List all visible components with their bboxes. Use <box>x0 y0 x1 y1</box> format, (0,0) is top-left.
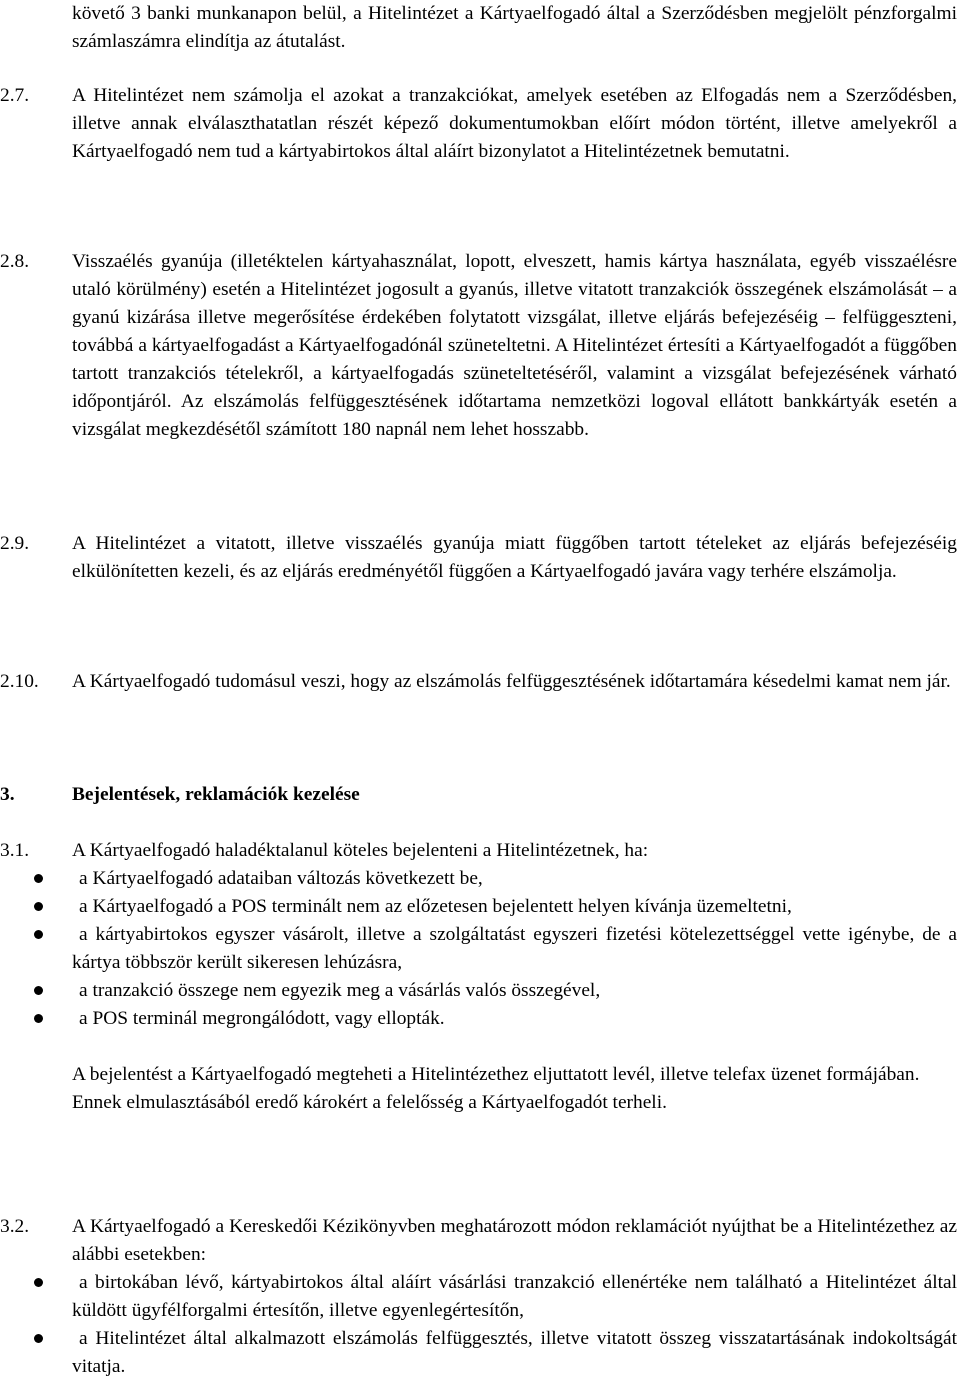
section-2-7 <box>0 82 960 166</box>
section-3-heading <box>0 781 960 809</box>
bullet-list <box>72 865 957 1033</box>
list-item: a tranzakció összege nem egyezik meg a vásárlás valós összegével, <box>72 977 957 1005</box>
section-number: 3.2. <box>0 1216 30 1237</box>
section-2-9 <box>0 530 960 586</box>
section-3-2 <box>0 1213 960 1381</box>
list-item: a Kártyaelfogadó adataiban változás következett be, <box>72 865 957 893</box>
liability-text: Ennek elmulasztásából eredő károkért a felelősség a Kártyaelfogadót terheli. <box>72 1092 667 1113</box>
list-item: a Hitelintézet által alkalmazott elszámolás felfüggesztés, illetve vitatott összeg visszatartásának indokoltságát vitatja. <box>72 1325 957 1381</box>
bullet-list <box>72 1269 957 1381</box>
list-item: a Kártyaelfogadó a POS terminált nem az előzetesen bejelentett helyen kívánja üzemeltetni, <box>72 893 957 921</box>
notice-text: A bejelentést a Kártyaelfogadó megteheti a Hitelintézethez eljuttatott levél, illetve telefax üzenet formájában. <box>72 1064 920 1085</box>
section-text: A Hitelintézet nem számolja el azokat a tranzakciókat, amelyek esetében az Elfogadás nem a Szerződésben, illetve annak elválaszthatatlan részét képező dokumentumokban előírt módon történt, illetve amelyekről a Kártyaelfogadó nem tud a kártyabirtokos által aláírt bizonylatot a Hitelintézetnek bemutatni. <box>72 85 957 162</box>
bullet-icon <box>34 986 43 995</box>
section-number: 3.1. <box>0 840 30 861</box>
section-text: A Kártyaelfogadó tudomásul veszi, hogy az elszámolás felfüggesztésének időtartamára késedelmi kamat nem jár. <box>72 671 951 692</box>
intro-paragraph <box>0 0 960 56</box>
intro-text: követő 3 banki munkanapon belül, a Hitelintézet a Kártyaelfogadó által a Szerződésben megjelölt pénzforgalmi számlaszámra elindítja az átutalást. <box>72 3 957 52</box>
section-2-10 <box>0 668 960 696</box>
list-item: a POS terminál megrongálódott, vagy ellopták. <box>72 1005 957 1033</box>
bullet-icon <box>34 874 43 883</box>
list-item: a birtokában lévő, kártyabirtokos által aláírt vásárlási tranzakció ellenértéke nem található a Hitelintézet által küldött ügyfélforgalmi értesítőn, illetve egyenlegértesítőn, <box>72 1269 957 1325</box>
section-number: 2.10. <box>0 671 39 692</box>
section-number: 3. <box>0 784 15 805</box>
section-number: 2.8. <box>0 251 30 272</box>
section-number: 2.7. <box>0 85 30 106</box>
bullet-icon <box>34 930 43 939</box>
list-item: a kártyabirtokos egyszer vásárolt, illetve a szolgáltatást egyszeri fizetési kötelezettséggel vette igénybe, de a kártya többször került sikeresen lehúzásra, <box>72 921 957 977</box>
section-text: A Hitelintézet a vitatott, illetve visszaélés gyanúja miatt függőben tartott tételeket az eljárás befejezéséig elkülönítetten kezeli, és az eljárás eredményétől függően a Kártyaelfogadó javára vagy terhére elszámolja. <box>72 533 957 582</box>
section-text: A Kártyaelfogadó a Kereskedői Kézikönyvben meghatározott módon reklamációt nyújthat be a Hitelintézethez az alábbi esetekben: <box>72 1216 957 1265</box>
section-title: Bejelentések, reklamációk kezelése <box>72 784 360 805</box>
section-2-8 <box>0 248 960 444</box>
section-number: 2.9. <box>0 533 30 554</box>
bullet-icon <box>34 1278 43 1287</box>
bullet-icon <box>34 1014 43 1023</box>
section-text: Visszaélés gyanúja (illetéktelen kártyahasználat, lopott, elveszett, hamis kártya használata, egyéb visszaélésre utaló körülmény) esetén a Hitelintézet jogosult a gyanús, illetve vitatott tranzakciók összegének elszámolását – a gyanú kizárása illetve megerősítése érdekében folytatott vizsgálat, illetve eljárás befejezéséig – felfüggeszteni, továbbá a kártyaelfogadást a Kártyaelfogadónál szüneteltetni. A Hitelintézet értesíti a Kártyaelfogadót a függőben tartott tranzakciós tételekről, a kártyaelfogadás szüneteltetéséről, valamint a vizsgálat befejezésének várható időpontjáról. Az elszámolás felfüggesztésének időtartama nemzetközi logoval ellátott bankkártyák esetén a vizsgálat megkezdésétől számított 180 napnál nem lehet hosszabb. <box>72 251 957 440</box>
section-3-1 <box>0 837 960 1117</box>
section-text: A Kártyaelfogadó haladéktalanul köteles bejelenteni a Hitelintézetnek, ha: <box>72 840 649 861</box>
bullet-icon <box>34 1334 43 1343</box>
bullet-icon <box>34 902 43 911</box>
